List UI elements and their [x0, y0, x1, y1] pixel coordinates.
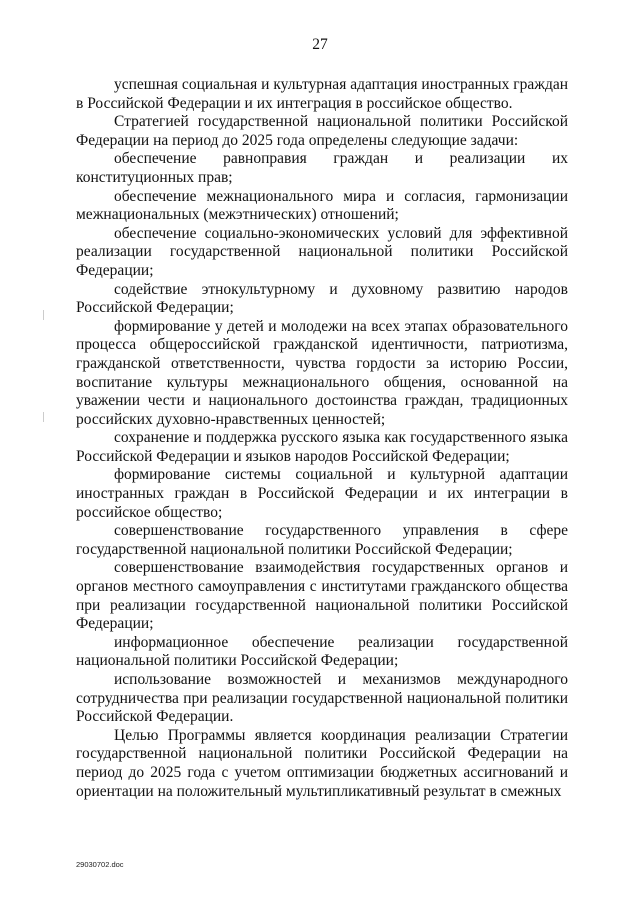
paragraph: информационное обеспечение реализации государственной национальной политики Российской Федерации; — [76, 633, 568, 670]
scan-artifact-mark — [43, 310, 44, 320]
paragraph: использование возможностей и механизмов международного сотрудничества при реализации государственной национальной политики Российской Федерации. — [76, 671, 568, 726]
paragraph: обеспечение равноправия граждан и реализации их конституционных прав; — [76, 150, 568, 186]
paragraph: совершенствование государственного управления в сфере государственной национальной политики Российской Федерации; — [76, 522, 568, 558]
paragraph: сохранение и поддержка русского языка как государственного языка Российской Федерации и языков народов Российской Федерации; — [76, 429, 568, 465]
paragraph: Стратегией государственной национальной политики Российской Федерации на период до 2025 года определены следующие задачи: — [76, 113, 568, 149]
footer-filename: 29030702.doc — [76, 860, 124, 869]
page-number: 27 — [312, 36, 328, 53]
scan-artifact-mark — [43, 412, 44, 422]
paragraph: содействие этнокультурному и духовному развитию народов Российской Федерации; — [76, 280, 568, 317]
paragraph: совершенствование взаимодействия государственных органов и органов местного самоуправления с институтами гражданского общества при реализации государственной национальной политики Российской Федерации; — [76, 559, 568, 633]
paragraph: успешная социальная и культурная адаптация иностранных граждан в Российской Федерации и их интеграция в российское общество. — [76, 76, 568, 112]
paragraph: формирование системы социальной и культурной адаптации иностранных граждан в Российской Федерации и их интеграции в российское общество; — [76, 466, 568, 521]
paragraph: Целью Программы является координация реализации Стратегии государственной национальной политики Российской Федерации на период до 2025 года с учетом оптимизации бюджетных ассигнований и ориентации на положительный мультипликативный результат в смежных — [76, 726, 568, 800]
paragraph: формирование у детей и молодежи на всех этапах образовательного процесса общероссийской гражданской идентичности, патриотизма, гражданской ответственности, чувства гордости за историю России, воспитание культуры межнационального общения, основанной на уважении чести и национального достоинства граждан, традиционных российских духовно-нравственных ценностей; — [76, 317, 568, 428]
document-body — [76, 76, 568, 801]
paragraph: обеспечение социально-экономических условий для эффективной реализации государственной национальной политики Российской Федерации; — [76, 224, 568, 279]
paragraph: обеспечение межнационального мира и согласия, гармонизации межнациональных (межэтнических) отношений; — [76, 187, 568, 224]
